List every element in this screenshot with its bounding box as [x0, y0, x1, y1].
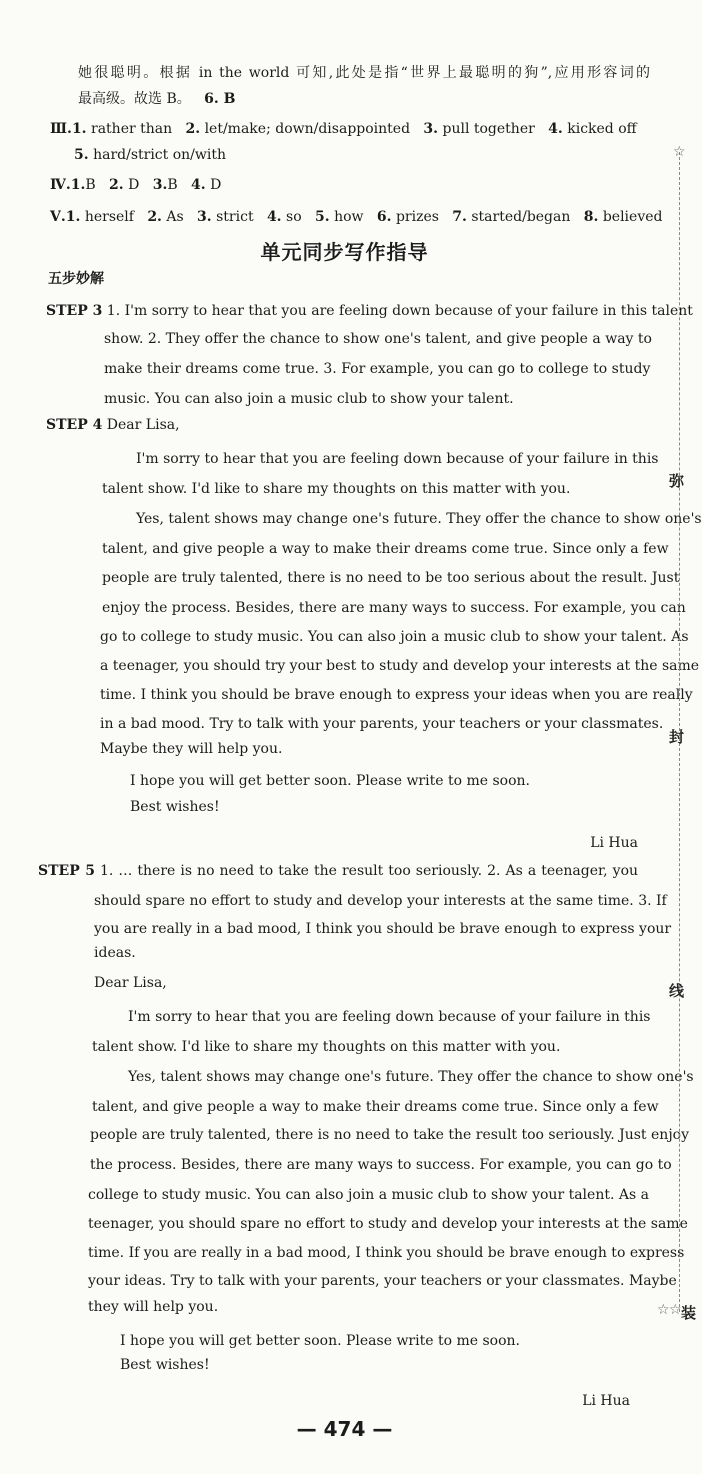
step5-greeting: Dear Lisa, — [94, 975, 167, 991]
step5-letter-line-11: they will help you. — [88, 1299, 219, 1315]
step4-line-6: enjoy the process. Besides, there are many ways to success. For example, you can — [102, 600, 686, 616]
step5-line-3: you are really in a bad mood, I think you should be brave enough to express your — [94, 921, 672, 937]
step3-line-3: make their dreams come true. 3. For example, you can go to college to study — [104, 361, 651, 377]
step5-signature: Li Hua — [582, 1393, 630, 1409]
step5-line-1: STEP 5 1. … there is no need to take the result too seriously. 2. As a teenager, you — [38, 863, 639, 879]
section-3-line-2: 5. hard/strict on/with — [74, 147, 226, 163]
step5-letter-line-9: time. If you are really in a bad mood, I think you should be brave enough to express — [88, 1245, 685, 1261]
intro-line-2: 最高级。故选 B。 6. B — [78, 91, 236, 107]
step3-label: STEP 3 — [46, 303, 103, 319]
step5-line-4: ideas. — [94, 945, 136, 961]
star-icon-bottom-2: ☆ — [669, 1302, 682, 1318]
step5-line-2: should spare no effort to study and develop your interests at the same time. 3. If — [94, 893, 667, 909]
intro-answer: 6. B — [204, 91, 236, 107]
step4-line-7: go to college to study music. You can also join a music club to show your talent. As — [100, 629, 689, 645]
step5-letter-line-12: I hope you will get better soon. Please write to me soon. — [120, 1333, 520, 1349]
step4-line-1: I'm sorry to hear that you are feeling down because of your failure in this — [136, 451, 659, 467]
step4-line-5: people are truly talented, there is no need to be too serious about the result. Just — [102, 570, 680, 586]
step5-letter-line-7: college to study music. You can also join a music club to show your talent. As a — [88, 1187, 649, 1203]
step5-label: STEP 5 — [38, 863, 95, 879]
step5-letter-line-6: the process. Besides, there are many ways to success. For example, you can go to — [90, 1157, 672, 1173]
step4-line-11: Maybe they will help you. — [100, 741, 283, 757]
step3-line-2: show. 2. They offer the chance to show one's talent, and give people a way to — [104, 331, 652, 347]
step5-letter-line-4: talent, and give people a way to make their dreams come true. Since only a few — [92, 1099, 659, 1115]
step4-line-2: talent show. I'd like to share my thoughts on this matter with you. — [102, 481, 571, 497]
step5-letter-line-3: Yes, talent shows may change one's future. They offer the chance to show one's — [128, 1069, 694, 1085]
margin-char-feng: 封 — [669, 728, 685, 746]
intro-line-1: 她很聪明。根据 in the world 可知,此处是指“世界上最聪明的狗”,应用形容词的 — [78, 65, 650, 81]
step4-signature: Li Hua — [590, 835, 638, 851]
step5-letter-line-2: talent show. I'd like to share my thoughts on this matter with you. — [92, 1039, 561, 1055]
step4-heading — [46, 416, 180, 434]
step4-line-9: time. I think you should be brave enough to express your ideas when you are really — [100, 687, 693, 703]
step4-line-4: talent, and give people a way to make their dreams come true. Since only a few — [102, 541, 669, 557]
star-icon-bottom-1: ☆ — [657, 1302, 670, 1318]
section-3-line-1: Ⅲ.1. rather than 2. let/make; down/disappointed 3. pull together 4. kicked off — [50, 121, 637, 137]
page-number: — 474 — — [296, 1417, 393, 1441]
section-4: Ⅳ.1.B 2. D 3.B 4. D — [50, 177, 222, 193]
section-title: 单元同步写作指导 — [260, 240, 429, 264]
step4-line-3: Yes, talent shows may change one's future. They offer the chance to show one's — [136, 511, 702, 527]
star-icon-top: ☆ — [673, 144, 686, 160]
section-subtitle: 五步妙解 — [48, 271, 104, 287]
margin-char-zhuang: 装 — [681, 1304, 697, 1322]
step5-letter-line-8: teenager, you should spare no effort to study and develop your interests at the same — [88, 1216, 688, 1232]
step4-line-13: Best wishes! — [130, 799, 220, 815]
step4-line-8: a teenager, you should try your best to study and develop your interests at the same — [100, 658, 700, 674]
step4-line-12: I hope you will get better soon. Please write to me soon. — [130, 773, 530, 789]
step5-letter-line-5: people are truly talented, there is no need to take the result too seriously. Just enjoy — [90, 1127, 689, 1143]
step5-letter-line-1: I'm sorry to hear that you are feeling down because of your failure in this — [128, 1009, 651, 1025]
step5-letter-line-10: your ideas. Try to talk with your parents, your teachers or your classmates. Maybe — [88, 1273, 677, 1289]
margin-char-xian: 线 — [669, 982, 685, 1000]
step5-letter-line-13: Best wishes! — [120, 1357, 210, 1373]
step4-line-10: in a bad mood. Try to talk with your parents, your teachers or your classmates. — [100, 716, 664, 732]
step4-greeting: Dear Lisa, — [106, 417, 180, 433]
step4-label: STEP 4 — [46, 417, 103, 433]
step3-line-4: music. You can also join a music club to show your talent. — [104, 391, 514, 407]
margin-char-mi: 弥 — [669, 472, 685, 490]
section-5: Ⅴ.1. herself 2. As 3. strict 4. so 5. how 6. prizes 7. started/began 8. believed — [50, 209, 663, 225]
step3-line-1: STEP 3 1. I'm sorry to hear that you are feeling down because of your failure in this talent — [46, 303, 693, 319]
